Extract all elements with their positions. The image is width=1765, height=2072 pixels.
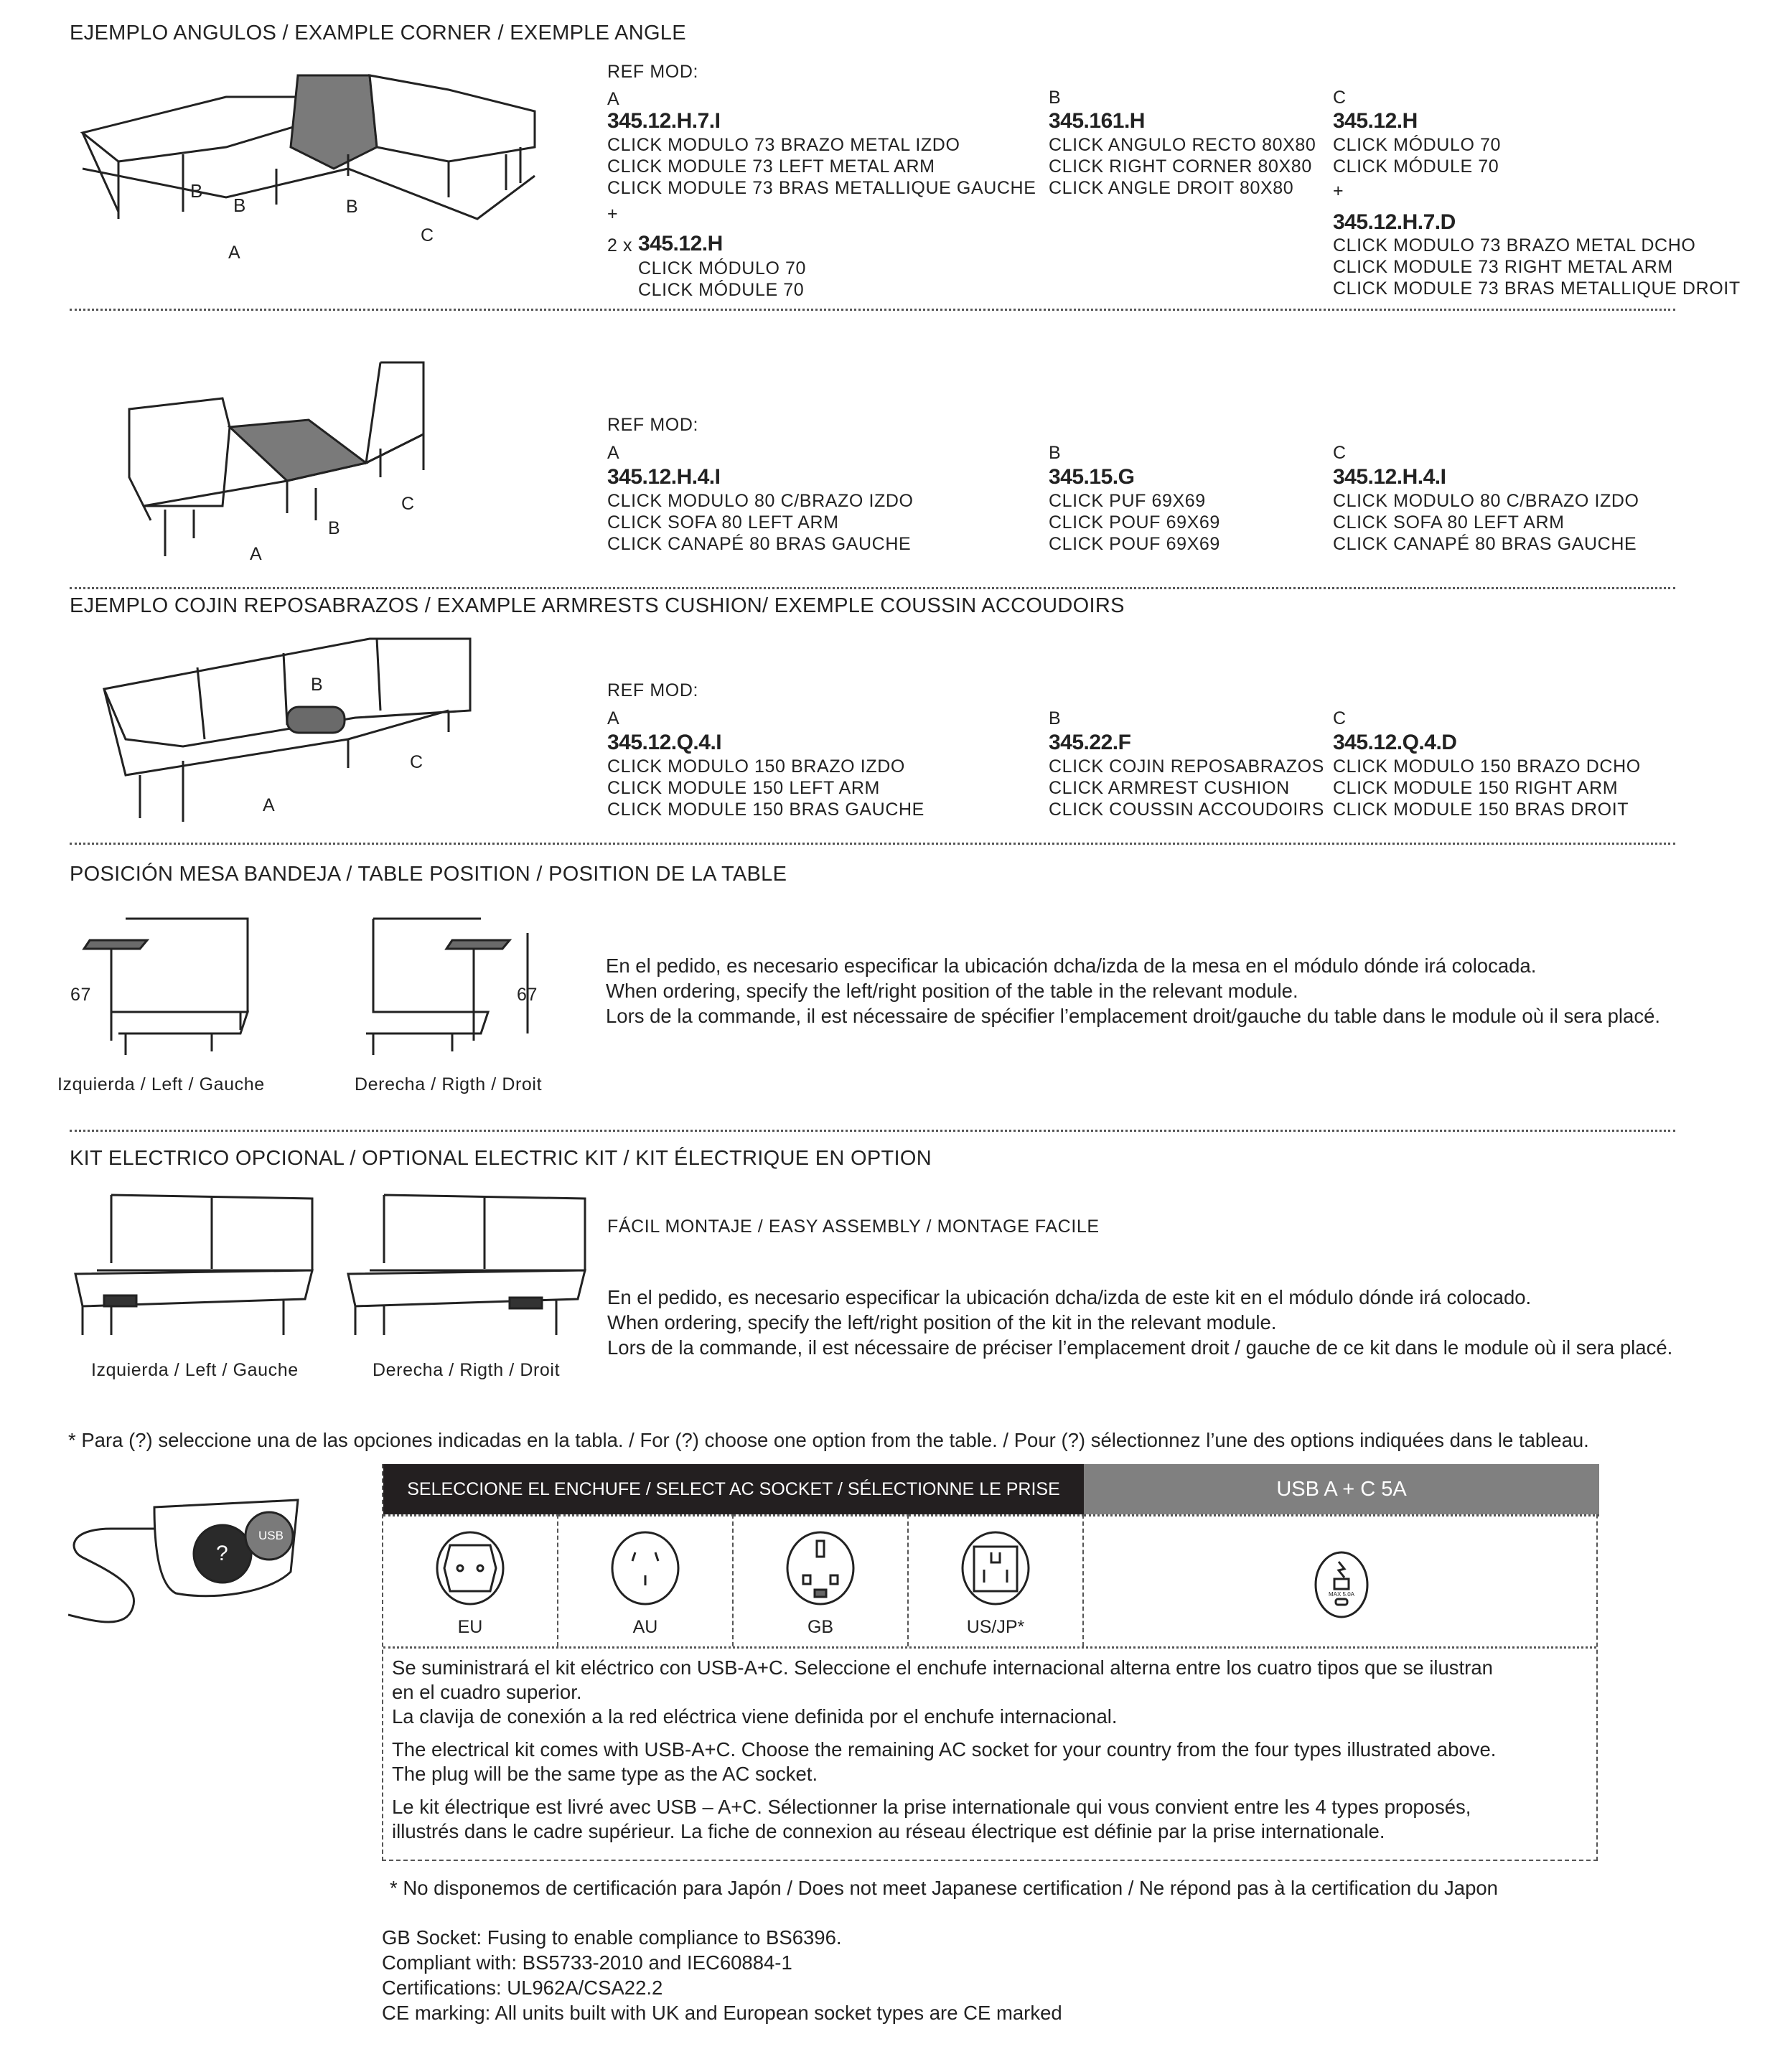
kit-caption-left: Izquierda / Left / Gauche xyxy=(91,1360,299,1380)
col-b-line: CLICK ARMREST CUSHION xyxy=(1049,778,1290,798)
col-b-code: 345.161.H xyxy=(1049,109,1145,133)
box-usb-label: USB xyxy=(258,1529,284,1542)
svg-text:B: B xyxy=(190,180,203,202)
table-text-fr: Lors de la commande, il est nécessaire de spécifier l’emplacement droit/gauche du table dans le module où il sera placé. xyxy=(606,1005,1661,1027)
col-a-letter: A xyxy=(607,443,620,463)
table-text: The plug will be the same type as the AC socket. xyxy=(392,1763,818,1785)
socket-option-au[interactable] xyxy=(558,1514,734,1646)
col-b-line: CLICK PUF 69X69 xyxy=(1049,491,1206,511)
divider xyxy=(70,1130,1675,1132)
drawing-label-a: A xyxy=(250,544,263,564)
col-c-line: CLICK SOFA 80 LEFT ARM xyxy=(1333,512,1565,533)
qty: 2 x xyxy=(607,235,633,256)
col-a-line: CLICK MÓDULE 70 xyxy=(638,280,805,300)
gb-note: Certifications: UL962A/CSA22.2 xyxy=(382,1977,663,1999)
corner-sofa-drawing xyxy=(75,68,563,262)
drawing-label-a: A xyxy=(228,243,241,263)
ref-mod-label: REF MOD: xyxy=(607,680,699,700)
col-b-line: CLICK COUSSIN ACCOUDOIRS xyxy=(1049,800,1324,820)
gb-note: Compliant with: BS5733-2010 and IEC60884-1 xyxy=(382,1951,792,1974)
eu-socket-icon xyxy=(434,1531,506,1610)
col-b-code: 345.22.F xyxy=(1049,731,1131,754)
section-title-electric: KIT ELECTRICO OPCIONAL / OPTIONAL ELECTRIC KIT / KIT ÉLECTRIQUE EN OPTION xyxy=(70,1147,932,1170)
drawing-label-a: A xyxy=(263,795,276,815)
col-b-letter: B xyxy=(1049,443,1062,463)
drawing-label-c: C xyxy=(410,752,423,772)
table-text: en el cuadro superior. xyxy=(392,1681,582,1703)
plus: + xyxy=(1333,181,1344,201)
col-b-line: CLICK RIGHT CORNER 80X80 xyxy=(1049,156,1312,177)
table-text: illustrés dans le cadre supérieur. La fiche de connexion au réseau électrique est définie par la prise internationale. xyxy=(392,1820,1385,1842)
socket-header xyxy=(383,1464,1084,1514)
us-socket-icon xyxy=(960,1531,1031,1610)
chair-table-left-drawing xyxy=(68,911,255,1062)
col-a-line: CLICK SOFA 80 LEFT ARM xyxy=(607,512,839,533)
pouf-sofa-drawing xyxy=(122,355,431,567)
kit-text-en: When ordering, specify the left/right position of the kit in the relevant module. xyxy=(607,1311,1277,1333)
col-a-line: CLICK MODULO 73 BRAZO METAL IZDO xyxy=(607,135,960,155)
drawing-label-b: B xyxy=(346,197,359,217)
col-b-letter: B xyxy=(1049,708,1062,728)
socket-option-gb[interactable] xyxy=(734,1514,909,1646)
col-a-letter: A xyxy=(607,708,620,728)
col-c-line: CLICK MODULE 150 RIGHT ARM xyxy=(1333,778,1619,798)
table-divider xyxy=(383,1646,1596,1649)
divider xyxy=(70,587,1675,589)
cushion-sofa-drawing xyxy=(97,632,477,840)
col-b-letter: B xyxy=(1049,88,1062,108)
kit-text-es: En el pedido, es necesario especificar la ubicación dcha/izda de este kit en el módulo dónde irá colocado. xyxy=(607,1286,1532,1308)
drawing-label-b: B xyxy=(311,675,324,695)
socket-option-us-jp[interactable] xyxy=(909,1514,1084,1646)
socket-label: EU xyxy=(457,1617,483,1637)
col-c-line: CLICK MODULE 73 BRAS METALLIQUE DROIT xyxy=(1333,278,1741,299)
col-c-code: 345.12.H.4.I xyxy=(1333,465,1446,489)
socket-label: GB xyxy=(807,1617,834,1637)
au-socket-icon xyxy=(609,1531,681,1610)
col-c-code2: 345.12.H.7.D xyxy=(1333,210,1456,234)
col-a-line: CLICK CANAPÉ 80 BRAS GAUCHE xyxy=(607,534,912,554)
caption-left: Izquierda / Left / Gauche xyxy=(57,1074,265,1094)
col-a-code: 345.12.H.4.I xyxy=(607,465,721,489)
col-c-line: CLICK MODULE 150 BRAS DROIT xyxy=(1333,800,1629,820)
col-a-line: CLICK MODULO 80 C/BRAZO IZDO xyxy=(607,491,914,511)
col-c-line: CLICK MODULO 80 C/BRAZO IZDO xyxy=(1333,491,1639,511)
col-b-line: CLICK ANGLE DROIT 80X80 xyxy=(1049,178,1294,198)
ref-mod-label: REF MOD: xyxy=(607,62,699,82)
usb-ac-icon xyxy=(1313,1549,1370,1621)
usb-option xyxy=(1084,1514,1599,1646)
col-c-line: CLICK MODULO 73 BRAZO METAL DCHO xyxy=(1333,235,1696,256)
drawing-label-c: C xyxy=(421,225,434,245)
sofa-kit-right-drawing xyxy=(341,1191,592,1335)
col-c-line: CLICK CANAPÉ 80 BRAS GAUCHE xyxy=(1333,534,1637,554)
drawing-label-b: B xyxy=(328,518,341,538)
col-a-line: CLICK MODULE 150 BRAS GAUCHE xyxy=(607,800,924,820)
japan-note: * No disponemos de certificación para Japón / Does not meet Japanese certification / Ne répond pas à la certification du Japon xyxy=(390,1877,1498,1899)
kit-caption-right: Derecha / Rigth / Droit xyxy=(373,1360,561,1380)
col-c-line: CLICK MODULE 73 RIGHT METAL ARM xyxy=(1333,257,1673,277)
socket-header-text: SELECCIONE EL ENCHUFE / SELECT AC SOCKET / SÉLECTIONNE LE PRISE xyxy=(407,1478,1060,1499)
ref-mod-label: REF MOD: xyxy=(607,415,699,435)
table-text-es: En el pedido, es necesario especificar la ubicación dcha/izda de la mesa en el módulo dónde irá colocada. xyxy=(606,955,1537,977)
caption-right: Derecha / Rigth / Droit xyxy=(355,1074,543,1094)
col-c-line: CLICK MÓDULE 70 xyxy=(1333,156,1499,177)
col-a-line: CLICK MODULE 150 LEFT ARM xyxy=(607,778,880,798)
col-b-line: CLICK COJIN REPOSABRAZOS xyxy=(1049,756,1324,777)
table-text-en: When ordering, specify the left/right position of the table in the relevant module. xyxy=(606,980,1298,1002)
socket-table xyxy=(382,1464,1598,1861)
usb-header-text: USB A + C 5A xyxy=(1276,1477,1407,1501)
col-a-code2: 345.12.H xyxy=(638,232,723,256)
easy-assembly: FÁCIL MONTAJE / EASY ASSEMBLY / MONTAGE FACILE xyxy=(607,1217,1100,1237)
gb-note: GB Socket: Fusing to enable compliance to BS6396. xyxy=(382,1926,842,1949)
height-label-left: 67 xyxy=(70,985,92,1005)
sofa-kit-left-drawing xyxy=(68,1191,319,1335)
col-a-line: CLICK MÓDULO 70 xyxy=(638,258,807,278)
gb-note: CE marking: All units built with UK and European socket types are CE marked xyxy=(382,2002,1062,2024)
electric-box-drawing xyxy=(68,1486,312,1629)
plus: + xyxy=(607,204,619,224)
socket-label: AU xyxy=(632,1617,658,1637)
col-c-letter: C xyxy=(1333,443,1347,463)
gb-socket-icon xyxy=(785,1531,856,1610)
col-c-line: CLICK MÓDULO 70 xyxy=(1333,135,1502,155)
col-c-letter: C xyxy=(1333,88,1347,108)
drawing-label-c: C xyxy=(401,494,415,514)
col-b-code: 345.15.G xyxy=(1049,465,1135,489)
footnote: * Para (?) seleccione una de las opciones indicadas en la tabla. / For (?) choose one option from the table. / Pour (?) sélectionnez l’une des options indiquées dans le tableau. xyxy=(68,1429,1589,1451)
col-a-code: 345.12.Q.4.I xyxy=(607,731,722,754)
col-c-code: 345.12.Q.4.D xyxy=(1333,731,1457,754)
col-b-line: CLICK ANGULO RECTO 80X80 xyxy=(1049,135,1316,155)
label-b: B xyxy=(233,194,246,216)
divider xyxy=(70,843,1675,845)
col-c-code: 345.12.H xyxy=(1333,109,1418,133)
col-c-line: CLICK MODULO 150 BRAZO DCHO xyxy=(1333,756,1641,777)
col-a-line: CLICK MODULE 73 LEFT METAL ARM xyxy=(607,156,935,177)
col-a-code: 345.12.H.7.I xyxy=(607,109,721,133)
section-title-table-position: POSICIÓN MESA BANDEJA / TABLE POSITION / POSITION DE LA TABLE xyxy=(70,863,787,886)
usb-header xyxy=(1084,1464,1599,1514)
table-text: Le kit électrique est livré avec USB – A+C. Sélectionner la prise internationale qui vous convient entre les 4 types proposés, xyxy=(392,1796,1471,1818)
usb-max-label: MAX 5.0A xyxy=(1328,1591,1355,1598)
col-b-line: CLICK POUF 69X69 xyxy=(1049,512,1220,533)
col-c-letter: C xyxy=(1333,708,1347,728)
table-text: La clavija de conexión a la red eléctrica viene definida por el enchufe internacional. xyxy=(392,1705,1118,1728)
section-title-corner: EJEMPLO ANGULOS / EXAMPLE CORNER / EXEMPLE ANGLE xyxy=(70,22,686,44)
table-text: Se suministrará el kit eléctrico con USB-A+C. Seleccione el enchufe internacional alterna entre los cuatro tipos que se ilustran xyxy=(392,1656,1493,1679)
col-a-letter: A xyxy=(607,89,620,109)
socket-option-eu[interactable] xyxy=(383,1514,558,1646)
table-text: The electrical kit comes with USB-A+C. Choose the remaining AC socket for your country from the four types illustrated above. xyxy=(392,1738,1497,1761)
col-b-line: CLICK POUF 69X69 xyxy=(1049,534,1220,554)
height-label-right: 67 xyxy=(517,985,538,1005)
kit-text-fr: Lors de la commande, il est nécessaire de préciser l’emplacement droit / gauche de ce kit dans le module où il sera placé. xyxy=(607,1336,1673,1359)
socket-label: US/JP* xyxy=(966,1617,1025,1637)
col-a-line: CLICK MODULE 73 BRAS METALLIQUE GAUCHE xyxy=(607,178,1036,198)
box-question-mark: ? xyxy=(216,1542,228,1565)
divider xyxy=(70,309,1675,311)
section-title-cushion: EJEMPLO COJIN REPOSABRAZOS / EXAMPLE ARMRESTS CUSHION/ EXEMPLE COUSSIN ACCOUDOIRS xyxy=(70,594,1125,617)
col-a-line: CLICK MODULO 150 BRAZO IZDO xyxy=(607,756,905,777)
